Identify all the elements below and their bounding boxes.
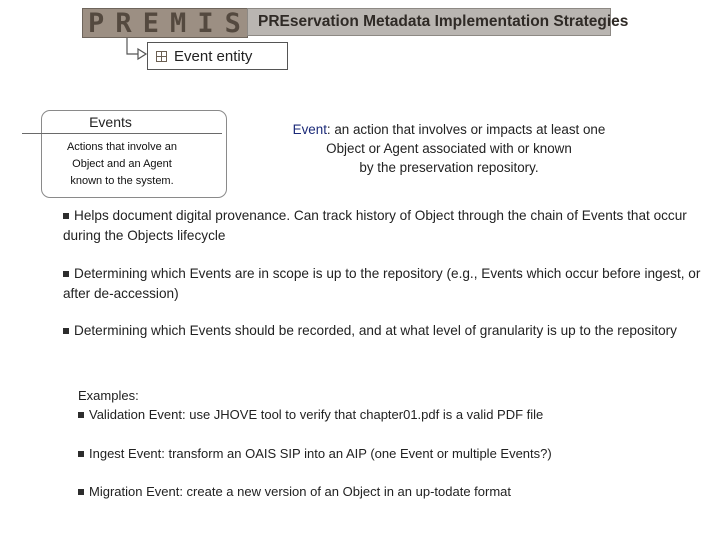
premis-logo: [82, 8, 248, 38]
events-desc-line: known to the system.: [70, 175, 174, 187]
events-card-divider: [22, 133, 222, 134]
bullet-item: [63, 206, 711, 246]
logo-letter: P: [88, 7, 106, 39]
banner-title: PREservation Metadata Implementation Strategies: [258, 13, 629, 30]
header-banner: [247, 8, 629, 36]
bullet-text: Determining which Events are in scope is up to the repository (e.g., Events which occur before ingest, or after de-accession): [63, 266, 701, 301]
example-item: [78, 405, 698, 424]
bullet-text: Helps document digital provenance. Can track history of Object through the chain of Events that occur during the Objects lifecycle: [63, 208, 687, 243]
logo-letter: S: [224, 7, 242, 39]
example-text: Migration Event: create a new version of an Object in an up-todate format: [89, 484, 512, 499]
bullet-item: [63, 264, 711, 304]
bullet-square-icon: [78, 489, 84, 495]
example-item: [78, 444, 698, 463]
bullet-square-icon: [78, 412, 84, 418]
logo-letter: R: [115, 7, 133, 39]
examples-section: [78, 386, 698, 424]
events-desc-line: Object and an Agent: [72, 158, 172, 170]
definition-term: Event: [292, 122, 327, 137]
entity-label: Event entity: [174, 47, 253, 65]
example-item: [78, 482, 698, 501]
events-card-description: [42, 139, 202, 190]
event-definition: [266, 120, 632, 177]
bullet-square-icon: [63, 328, 69, 334]
logo-letter: M: [170, 7, 188, 39]
bullet-square-icon: [78, 451, 84, 457]
bullet-text: Determining which Events should be recorded, and at what level of granularity is up to the repository: [74, 323, 677, 338]
definition-line: : an action that involves or impacts at least one: [326, 122, 606, 137]
example-text: Validation Event: use JHOVE tool to verify that chapter01.pdf is a valid PDF file: [89, 407, 544, 422]
examples-title: Examples:: [78, 388, 139, 403]
definition-line: Object or Agent associated with or known: [326, 141, 572, 156]
example-text: Ingest Event: transform an OAIS SIP into an AIP (one Event or multiple Events?): [89, 446, 552, 461]
events-desc-line: Actions that involve an: [66, 141, 178, 153]
events-card-title: Events: [89, 114, 132, 130]
bullet-square-icon: [63, 271, 69, 277]
bullet-item: [63, 321, 711, 341]
grid-icon: [156, 51, 167, 62]
entity-breadcrumb: [147, 42, 288, 70]
logo-letter: I: [197, 7, 215, 39]
events-card: [41, 110, 227, 198]
definition-line: by the preservation repository.: [359, 160, 539, 175]
bullet-square-icon: [63, 213, 69, 219]
logo-letter: E: [142, 7, 160, 39]
logo-letters: [83, 9, 247, 37]
